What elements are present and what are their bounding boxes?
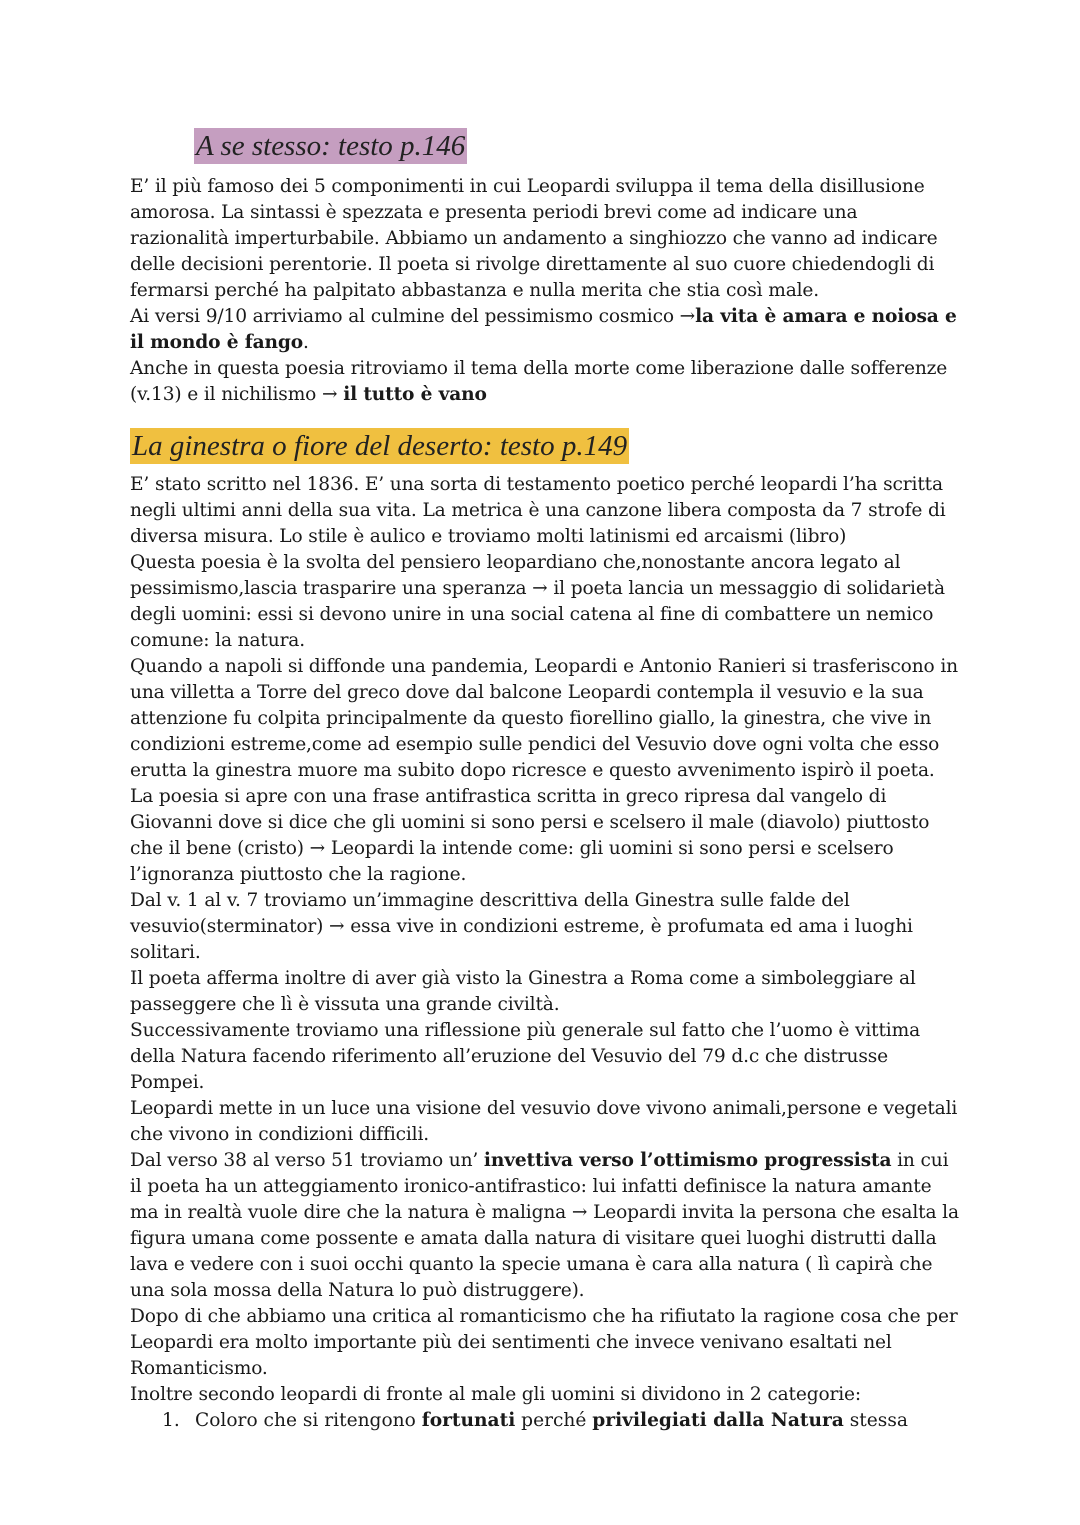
paragraph [130, 1148, 960, 1304]
paragraph: Dal v. 1 al v. 7 troviamo un’immagine descrittiva della Ginestra sulle falde del vesuvio(sterminator) → essa vive in condizioni estreme, è profumata ed ama i luoghi solitari. [130, 890, 913, 963]
text: Anche in questa poesia ritroviamo il tema della morte come liberazione dalle sofferenze (v.13) e il nichilismo → [130, 358, 948, 405]
paragraph: Dopo di che abbiamo una critica al romanticismo che ha rifiutato la ragione cosa che per Leopardi era molto importante più dei sentimenti che invece venivano esaltati nel Romanticismo. [130, 1306, 958, 1379]
list-item [130, 1408, 960, 1434]
paragraph: Inoltre secondo leopardi di fronte al male gli uomini si dividono in 2 categorie: [130, 1384, 862, 1405]
paragraph: Leopardi mette in un luce una visione del vesuvio dove vivono animali,persone e vegetali che vivono in condizioni difficili. [130, 1098, 958, 1145]
paragraph: Il poeta afferma inoltre di aver già visto la Ginestra a Roma come a simboleggiare al passeggere che lì è vissuta una grande civiltà. [130, 968, 916, 1015]
text: perché [515, 1410, 593, 1431]
text: . [302, 332, 309, 353]
text: Ai versi 9/10 arriviamo al culmine del pessimismo cosmico → [130, 306, 696, 327]
text: Coloro che si ritengono [195, 1410, 422, 1431]
section-a-se-stesso [130, 128, 960, 408]
bold-text: il tutto è vano [343, 384, 487, 405]
paragraph [130, 304, 960, 356]
text: Dal verso 38 al verso 51 troviamo un’ [130, 1150, 484, 1171]
bold-text: privilegiati dalla Natura [592, 1410, 844, 1431]
bold-text: la vita è amara e noiosa e il mondo è fango [130, 306, 957, 353]
section-body [130, 472, 960, 1434]
section-title-la-ginestra: La ginestra o fiore del deserto: testo p.149 [132, 430, 628, 462]
section-body [130, 174, 960, 408]
numbered-list [130, 1408, 960, 1434]
paragraph: E’ stato scritto nel 1836. E’ una sorta di testamento poetico perché leopardi l’ha scritta negli ultimi anni della sua vita. La metrica è una canzone libera composta da 7 strofe di diversa misura. Lo stile è aulico e troviamo molti latinismi ed arcaismi (libro) [130, 474, 946, 547]
text: in cui il poeta ha un atteggiamento ironico-antifrastico: lui infatti definisce la natura amante ma in realtà vuole dire che la natura è maligna → Leopardi invita la persona che esalta la figura umana come possente e amata dalla natura di visitare quei luoghi distrutti dalla lava e vedere con i suoi occhi quanto la specie umana è cara alla natura ( lì capirà che una sola mossa della Natura lo può distruggere). [130, 1150, 959, 1301]
bold-text: fortunati [421, 1410, 516, 1431]
list-number: 1. [162, 1410, 180, 1431]
paragraph: E’ il più famoso dei 5 componimenti in cui Leopardi sviluppa il tema della disillusione amorosa. La sintassi è spezzata e presenta periodi brevi come ad indicare una razionalità imperturbabile. Abbiamo un andamento a singhiozzo che vanno ad indicare delle decisioni perentorie. Il poeta si rivolge direttamente al suo cuore chiedendogli di fermarsi perché ha palpitato abbastanza e nulla merita che stia così male. [130, 176, 938, 301]
document-page [130, 128, 960, 1434]
paragraph: La poesia si apre con una frase antifrastica scritta in greco ripresa dal vangelo di Giovanni dove si dice che gli uomini si sono persi e scelsero il male (diavolo) piuttosto che il bene (cristo) → Leopardi la intende come: gli uomini si sono persi e scelsero l’ignoranza piuttosto che la ragione. [130, 786, 930, 885]
paragraph: Quando a napoli si diffonde una pandemia, Leopardi e Antonio Ranieri si trasferiscono in una villetta a Torre del greco dove dal balcone Leopardi contempla il vesuvio e la sua attenzione fu colpita principalmente da questo fiorellino giallo, la ginestra, che vive in condizioni estreme,come ad esempio sulle pendici del Vesuvio dove ogni volta che esso erutta la ginestra muore ma subito dopo ricresce e questo avvenimento ispirò il poeta. [130, 656, 958, 781]
section-title-a-se-stesso: A se stesso: testo p.146 [196, 130, 466, 162]
text: stessa [843, 1410, 908, 1431]
paragraph: Successivamente troviamo una riflessione più generale sul fatto che l’uomo è vittima della Natura facendo riferimento all’eruzione del Vesuvio del 79 d.c che distrusse Pompei. [130, 1020, 921, 1093]
paragraph [130, 356, 960, 408]
paragraph: Questa poesia è la svolta del pensiero leopardiano che,nonostante ancora legato al pessimismo,lascia trasparire una speranza → il poeta lancia un messaggio di solidarietà degli uomini: essi si devono unire in una social catena al fine di combattere un nemico comune: la natura. [130, 552, 945, 651]
bold-text: invettiva verso l’ottimismo progressista [483, 1150, 892, 1171]
section-la-ginestra [130, 428, 960, 1434]
